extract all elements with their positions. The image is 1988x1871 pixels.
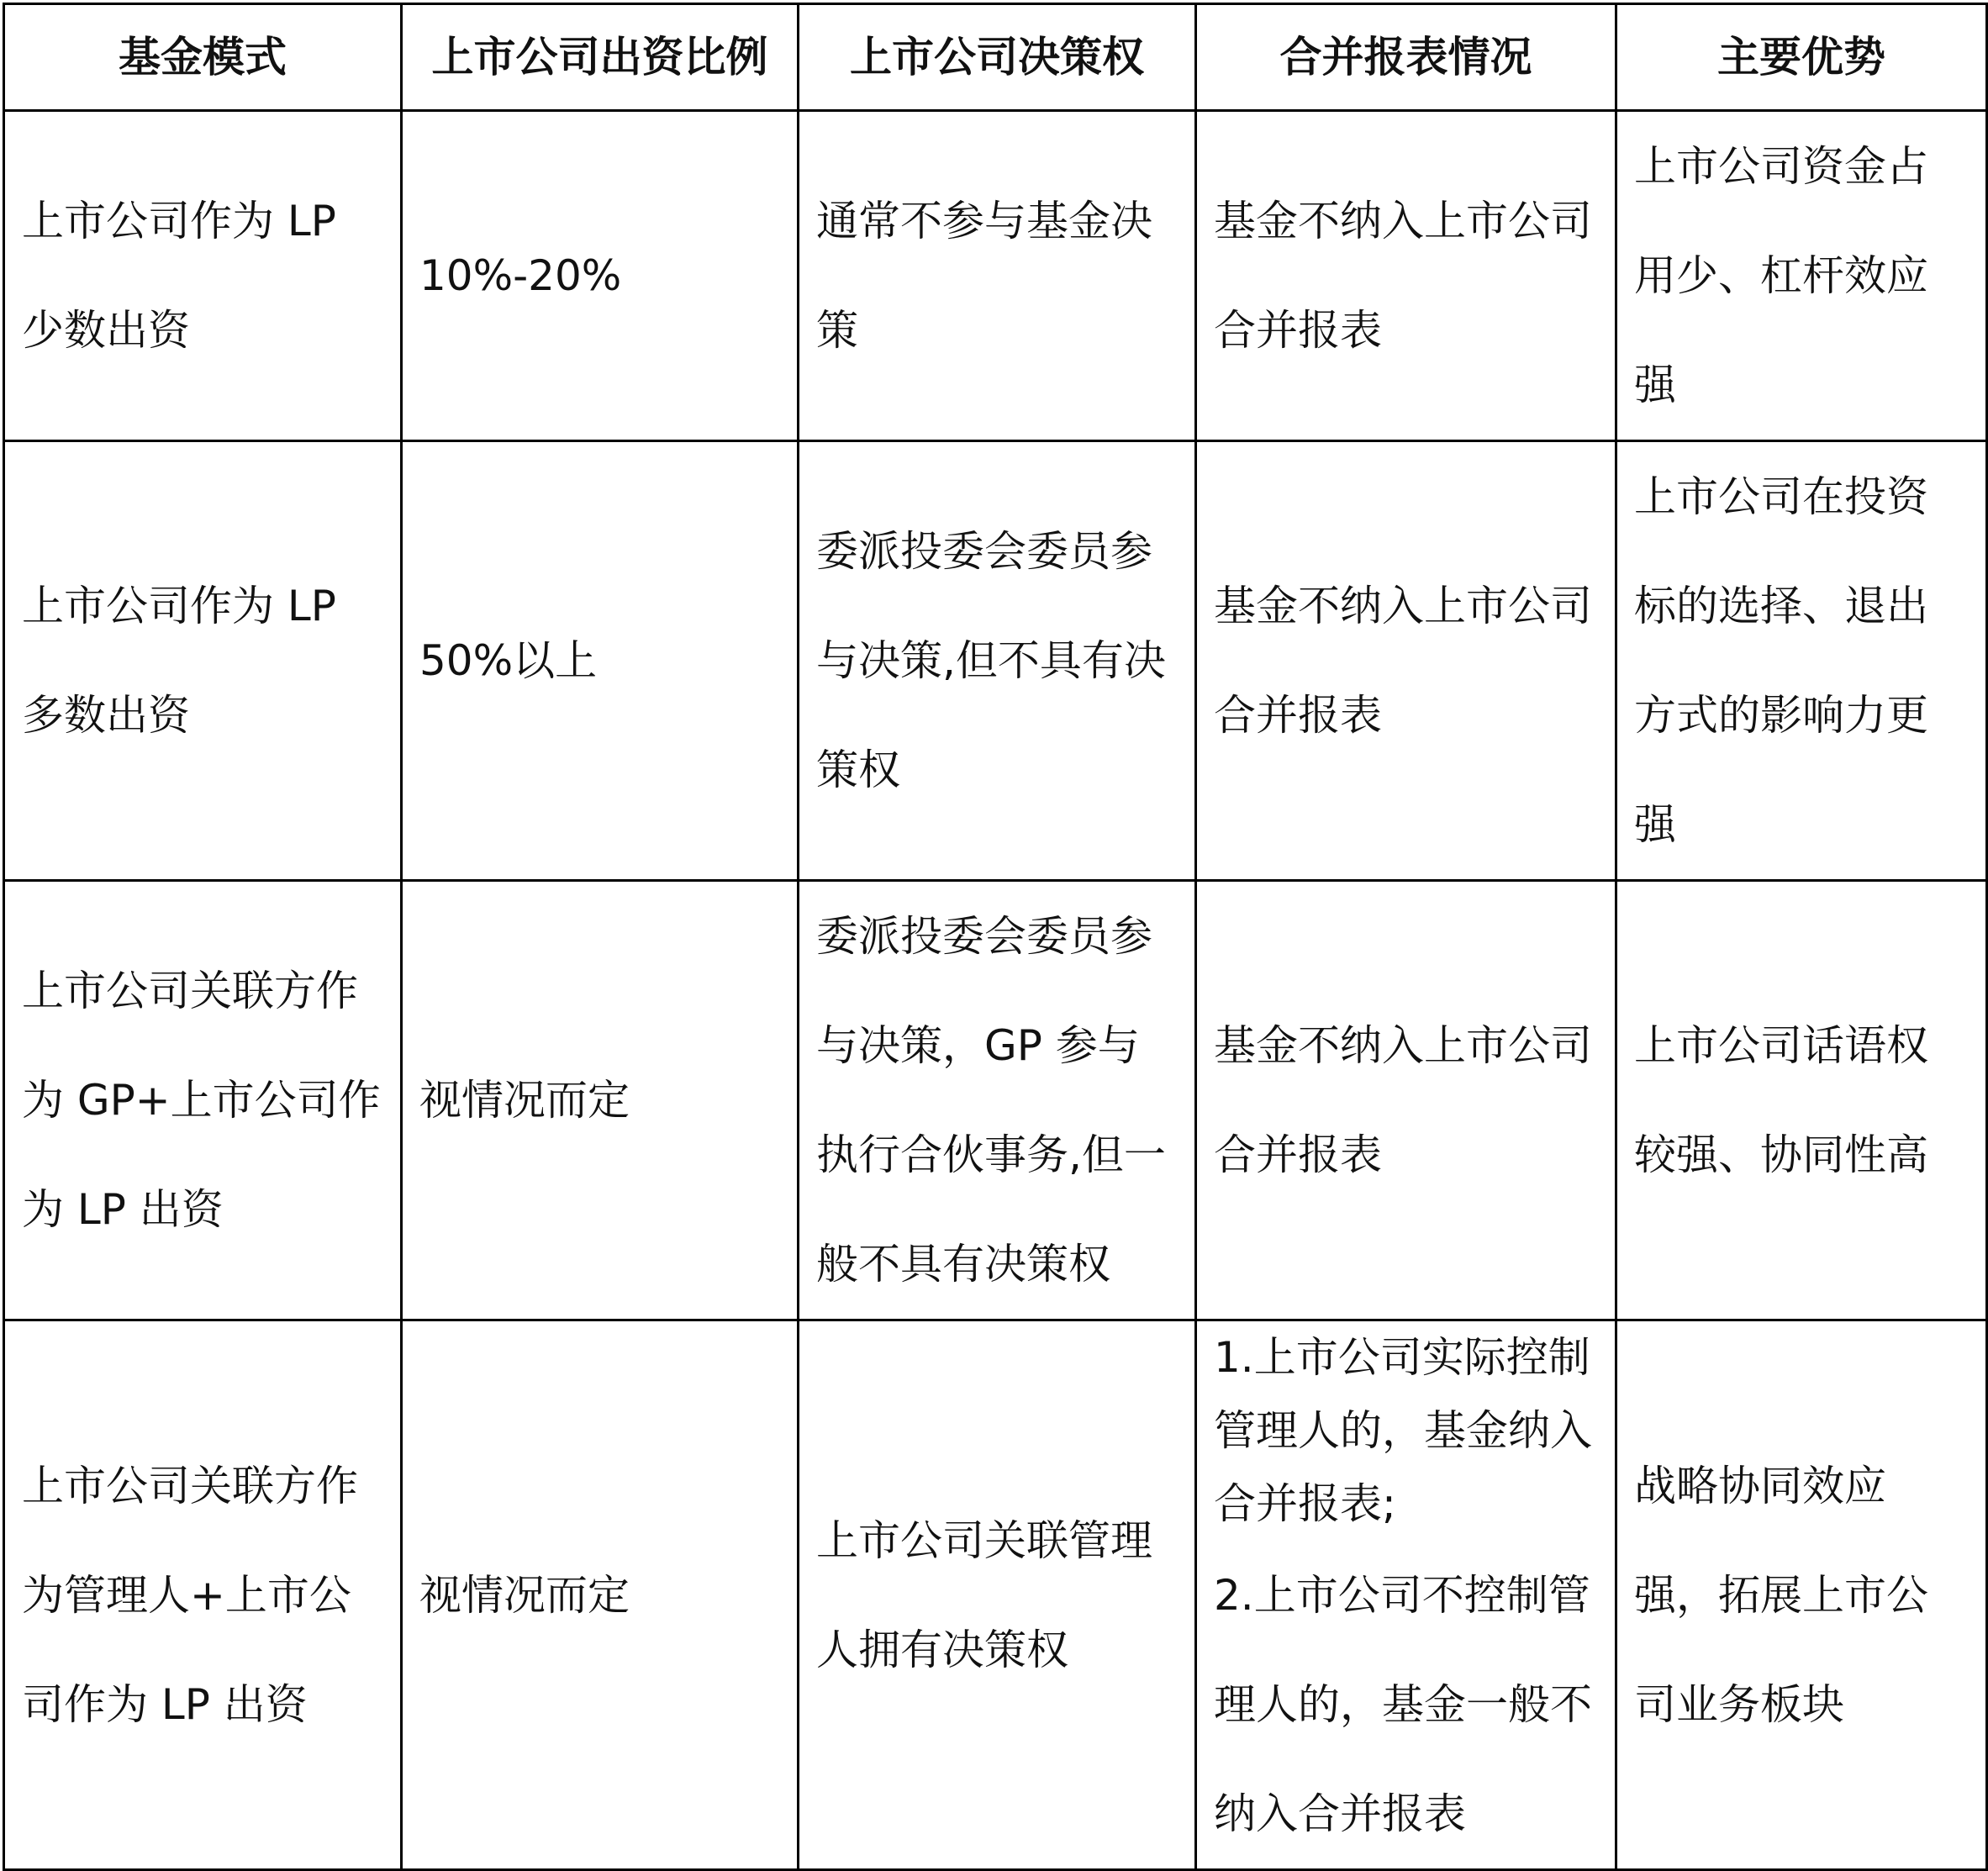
header-consolidation: 合并报表情况 <box>1196 4 1616 111</box>
header-main-advantage: 主要优势 <box>1616 4 1987 111</box>
cell-advantage: 上市公司资金占用少、杠杆效应强 <box>1616 111 1987 441</box>
cell-mode: 上市公司关联方作为管理人+上市公司作为 LP 出资 <box>4 1320 402 1870</box>
consolidation-item-1: 1.上市公司实际控制管理人的，基金纳入合并报表; <box>1214 1333 1592 1528</box>
cell-mode: 上市公司作为 LP 少数出资 <box>4 111 402 441</box>
cell-consolidation <box>1196 1320 1616 1870</box>
cell-consolidation: 基金不纳入上市公司合并报表 <box>1196 111 1616 441</box>
table-row <box>4 441 1987 881</box>
cell-ratio: 50%以上 <box>402 441 799 881</box>
table-row <box>4 1320 1987 1870</box>
cell-mode: 上市公司作为 LP 多数出资 <box>4 441 402 881</box>
table-row <box>4 881 1987 1320</box>
consolidation-item-2: 2.上市公司不控制管理人的，基金一般不纳入合并报表 <box>1214 1571 1592 1838</box>
table-row <box>4 111 1987 441</box>
cell-decision: 通常不参与基金决策 <box>799 111 1196 441</box>
cell-ratio: 视情况而定 <box>402 1320 799 1870</box>
fund-mode-table <box>3 3 1988 1871</box>
header-fund-mode: 基金模式 <box>4 4 402 111</box>
cell-decision: 委派投委会委员参与决策,但不具有决策权 <box>799 441 1196 881</box>
cell-advantage: 上市公司在投资标的选择、退出方式的影响力更强 <box>1616 441 1987 881</box>
header-investment-ratio: 上市公司出资比例 <box>402 4 799 111</box>
cell-mode: 上市公司关联方作为 GP+上市公司作为 LP 出资 <box>4 881 402 1320</box>
header-row <box>4 4 1987 111</box>
cell-decision: 上市公司关联管理人拥有决策权 <box>799 1320 1196 1870</box>
cell-decision: 委派投委会委员参与决策，GP 参与执行合伙事务,但一般不具有决策权 <box>799 881 1196 1320</box>
cell-ratio: 视情况而定 <box>402 881 799 1320</box>
cell-advantage: 战略协同效应强，拓展上市公司业务板块 <box>1616 1320 1987 1870</box>
cell-ratio: 10%-20% <box>402 111 799 441</box>
cell-consolidation: 基金不纳入上市公司合并报表 <box>1196 881 1616 1320</box>
header-decision-power: 上市公司决策权 <box>799 4 1196 111</box>
cell-consolidation: 基金不纳入上市公司合并报表 <box>1196 441 1616 881</box>
cell-advantage: 上市公司话语权较强、协同性高 <box>1616 881 1987 1320</box>
